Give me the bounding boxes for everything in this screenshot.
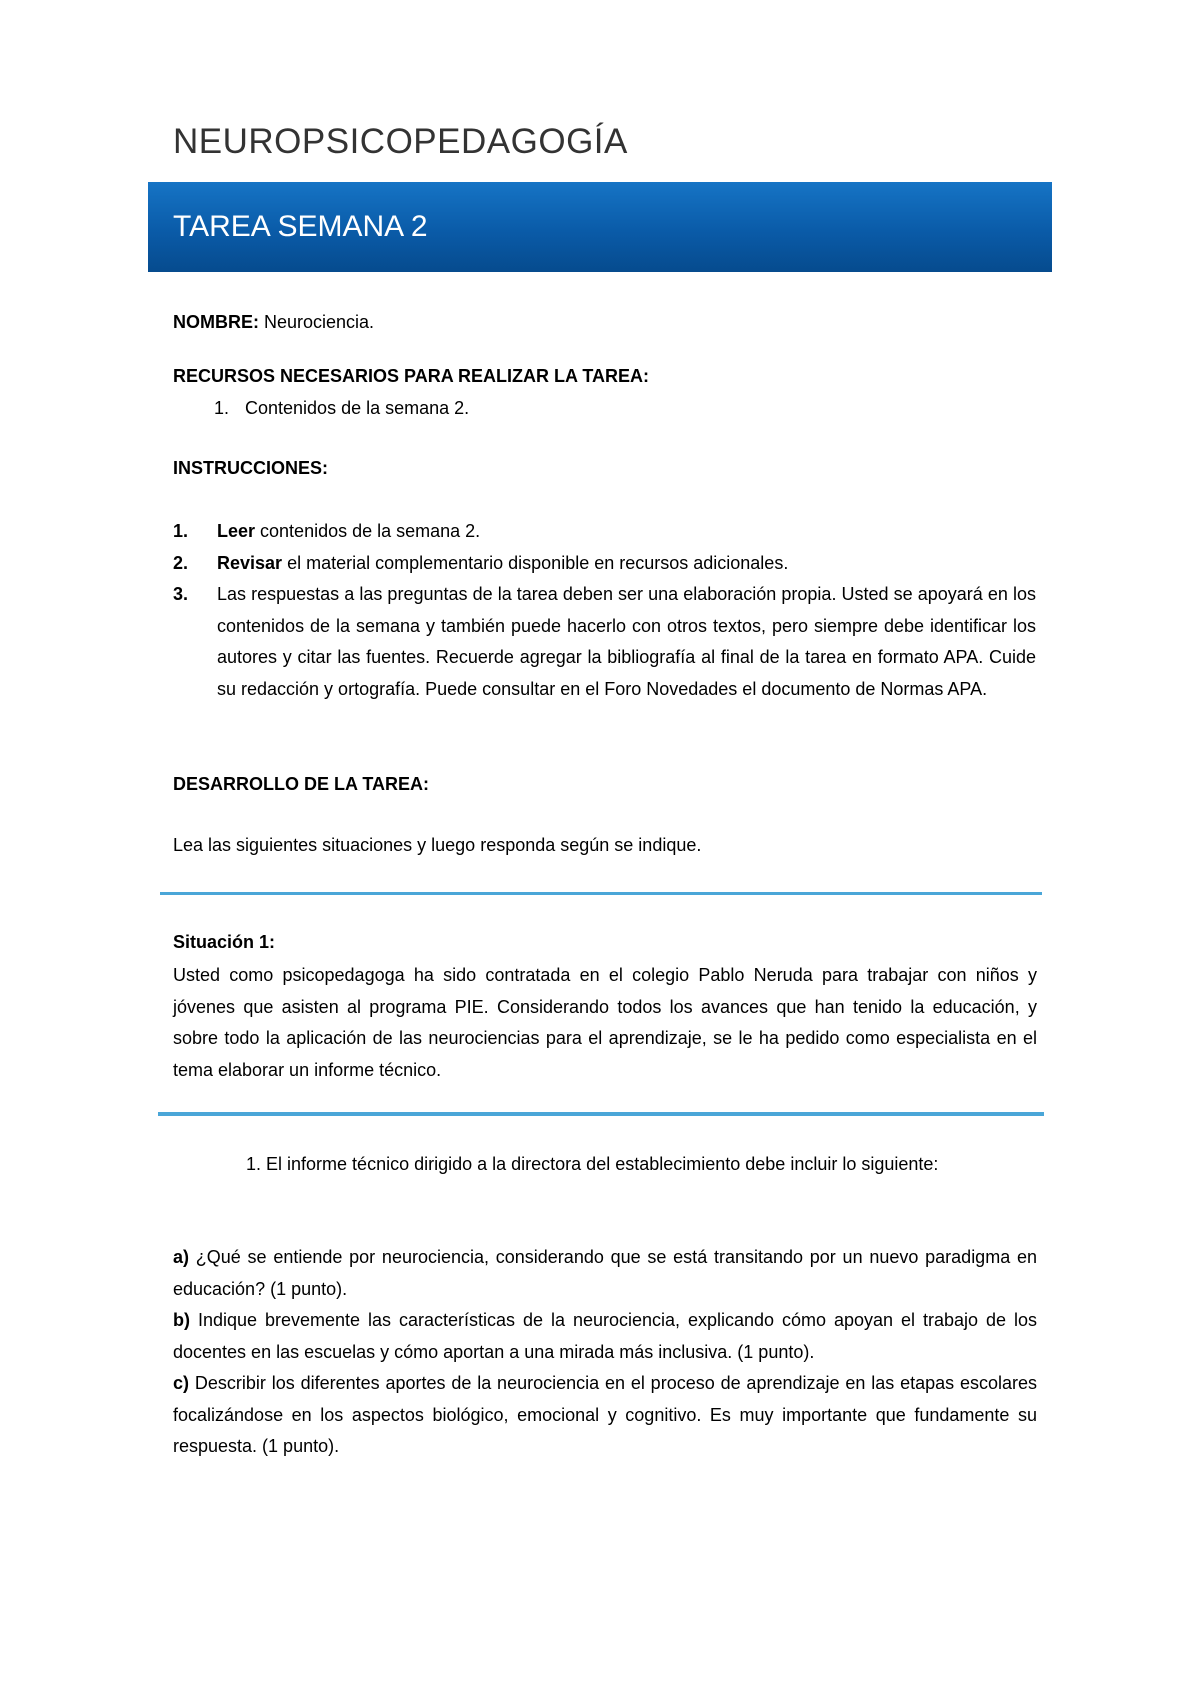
pregunta-intro: [246, 1148, 1036, 1180]
divider: [160, 892, 1042, 895]
list-item-number: 1.: [214, 398, 230, 418]
banner-title: TAREA SEMANA 2: [173, 210, 428, 243]
recursos-list: [214, 393, 1035, 425]
pregunta-number: 1.: [246, 1154, 262, 1174]
list-item-number: 1.: [173, 521, 189, 541]
list-item-bold: Leer: [217, 521, 256, 541]
question-letter: b): [173, 1310, 190, 1330]
list-item-text: el material complementario disponible en recursos adicionales.: [282, 552, 789, 573]
question-text: Describir los diferentes aportes de la neurociencia en el proceso de aprendizaje en las etapas escolares focalizándose en los aspectos biológico, emocional y cognitivo. Es muy importante que fundamente su respuesta. (1 punto).: [173, 1373, 1037, 1456]
nombre-value: Neurociencia.: [259, 312, 375, 332]
list-item-number: 2.: [173, 552, 189, 573]
desarrollo-heading: DESARROLLO DE LA TAREA:: [173, 774, 429, 794]
question-item-c: [173, 1368, 1037, 1463]
course-title: NEUROPSICOPEDAGOGÍA: [173, 122, 628, 161]
list-item: [173, 579, 1036, 705]
nombre-label: NOMBRE:: [173, 312, 259, 332]
pregunta-items: [173, 1242, 1037, 1463]
pregunta-text: El informe técnico dirigido a la directora del establecimiento debe incluir lo siguiente:: [266, 1154, 939, 1174]
instrucciones-list: [173, 516, 1036, 705]
situacion-body: Usted como psicopedagoga ha sido contratada en el colegio Pablo Neruda para trabajar con niños y jóvenes que asisten al programa PIE. Considerando todos los avances que han tenido la educación, y sobre todo la aplicación de las neurociencias para el aprendizaje, se le ha pedido como especialista en el tema elaborar un informe técnico.: [173, 965, 1037, 1080]
list-item-text: Contenidos de la semana 2.: [245, 398, 470, 418]
question-letter: c): [173, 1373, 190, 1393]
situacion-heading: Situación 1:: [173, 932, 276, 952]
instrucciones-heading: INSTRUCCIONES:: [173, 458, 329, 478]
title-banner: [148, 182, 1052, 272]
question-text: ¿Qué se entiende por neurociencia, considerando que se está transitando por un nuevo paradigma en educación? (1 punto).: [173, 1247, 1037, 1299]
list-item-text: contenidos de la semana 2.: [255, 521, 481, 541]
nombre-line: [173, 309, 1039, 335]
divider: [158, 1112, 1044, 1116]
desarrollo-intro: Lea las siguientes situaciones y luego responda según se indique.: [173, 835, 702, 855]
list-item-bold: Revisar: [217, 552, 283, 573]
list-item: [214, 393, 1035, 425]
recursos-heading: RECURSOS NECESARIOS PARA REALIZAR LA TAREA:: [173, 366, 650, 386]
question-item-a: [173, 1242, 1037, 1305]
list-item-number: 3.: [173, 584, 189, 604]
list-item: [173, 516, 1036, 548]
list-item: [173, 548, 1036, 580]
list-item-text: Las respuestas a las preguntas de la tarea deben ser una elaboración propia. Usted se apoyará en los contenidos de la semana y también puede hacerlo con otros textos, pero siempre debe identificar los autores y citar las fuentes. Recuerde agregar la bibliografía al final de la tarea en formato APA. Cuide su redacción y ortografía. Puede consultar en el Foro Novedades el documento de Normas APA.: [217, 584, 1036, 699]
question-text: Indique brevemente las características de la neurociencia, explicando cómo apoyan el trabajo de los docentes en las escuelas y cómo aportan a una mirada más inclusiva. (1 punto).: [173, 1310, 1037, 1362]
question-item-b: [173, 1305, 1037, 1368]
question-letter: a): [173, 1247, 190, 1267]
